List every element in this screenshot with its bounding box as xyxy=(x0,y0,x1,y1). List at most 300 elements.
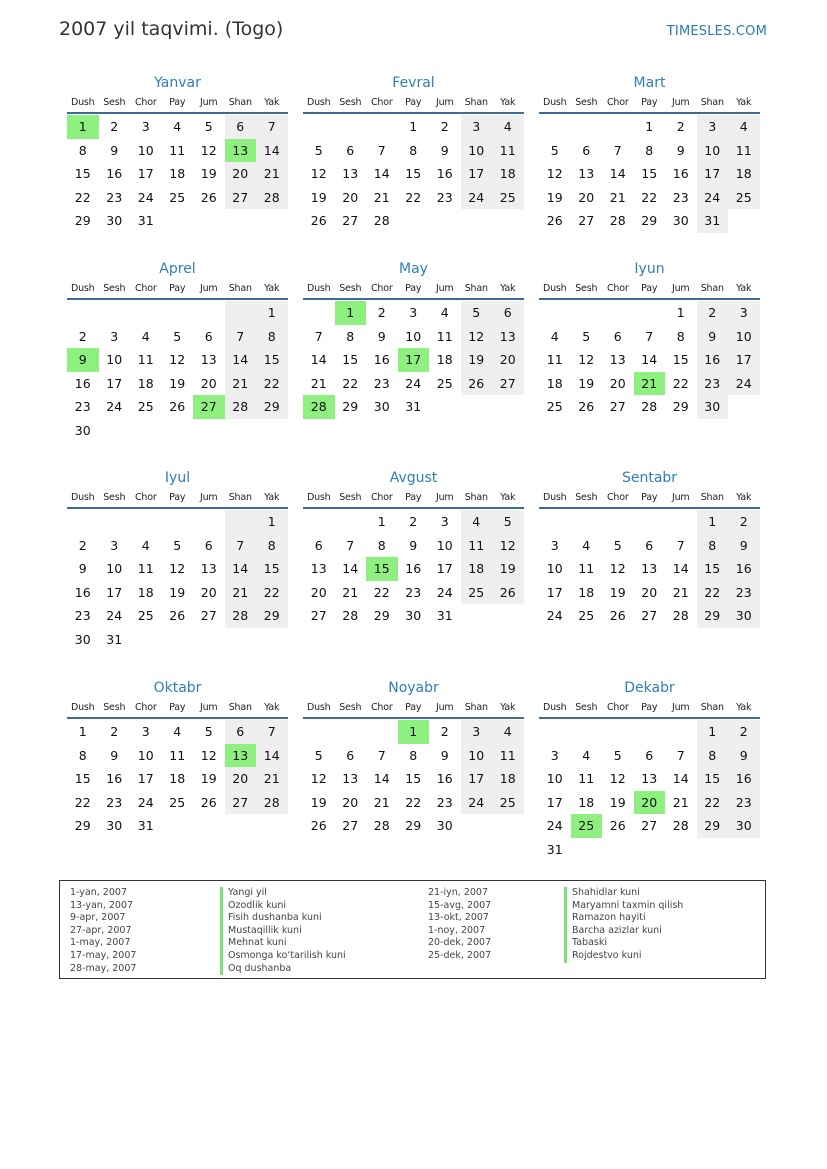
day-cell[interactable]: 1 xyxy=(645,119,654,134)
day-cell[interactable]: 20 xyxy=(578,189,595,205)
day-cell[interactable]: 22 xyxy=(342,375,359,391)
day-cell[interactable]: 13 xyxy=(609,352,626,367)
site-link[interactable]: TIMESLES.COM xyxy=(666,24,767,39)
day-cell[interactable]: 14 xyxy=(225,348,257,372)
day-cell[interactable]: 18 xyxy=(169,166,186,181)
day-cell[interactable]: 1 xyxy=(335,301,367,325)
day-cell[interactable]: 21 xyxy=(342,584,359,600)
day-cell[interactable]: 24 xyxy=(461,791,493,815)
day-cell[interactable]: 22 xyxy=(74,189,91,205)
day-cell[interactable]: 11 xyxy=(492,139,524,163)
day-cell[interactable]: 3 xyxy=(461,720,493,744)
day-cell[interactable]: 3 xyxy=(550,537,559,553)
day-cell[interactable]: 22 xyxy=(256,581,288,605)
day-cell[interactable]: 21 xyxy=(609,189,626,205)
day-cell[interactable]: 29 xyxy=(373,608,390,623)
day-cell[interactable]: 10 xyxy=(405,328,422,344)
day-cell[interactable]: 2 xyxy=(409,514,418,529)
day-cell[interactable]: 28 xyxy=(672,608,689,623)
day-cell[interactable]: 14 xyxy=(373,771,390,786)
day-cell[interactable]: 28 xyxy=(672,818,689,833)
day-cell[interactable]: 10 xyxy=(137,142,154,158)
day-cell[interactable]: 16 xyxy=(106,771,123,786)
day-cell[interactable]: 18 xyxy=(492,162,524,186)
day-cell[interactable]: 1 xyxy=(697,720,729,744)
day-cell[interactable]: 28 xyxy=(225,395,257,419)
day-cell[interactable]: 28 xyxy=(256,186,288,210)
day-cell[interactable]: 30 xyxy=(728,814,760,838)
day-cell[interactable]: 17 xyxy=(461,162,493,186)
day-cell[interactable]: 21 xyxy=(256,767,288,791)
day-cell[interactable]: 31 xyxy=(546,841,563,857)
day-cell[interactable]: 21 xyxy=(225,372,257,396)
day-cell[interactable]: 11 xyxy=(546,352,563,367)
day-cell[interactable]: 30 xyxy=(405,608,422,623)
day-cell[interactable]: 2 xyxy=(78,328,87,344)
day-cell[interactable]: 26 xyxy=(609,608,626,623)
day-cell[interactable]: 7 xyxy=(676,537,685,553)
day-cell[interactable]: 16 xyxy=(436,166,453,181)
day-cell[interactable]: 11 xyxy=(492,744,524,768)
day-cell[interactable]: 29 xyxy=(74,213,91,228)
day-cell[interactable]: 2 xyxy=(78,537,87,553)
day-cell[interactable]: 28 xyxy=(609,213,626,228)
day-cell[interactable]: 30 xyxy=(697,395,729,419)
day-cell[interactable]: 14 xyxy=(342,561,359,576)
day-cell[interactable]: 14 xyxy=(672,561,689,576)
day-cell[interactable]: 7 xyxy=(645,328,654,344)
day-cell[interactable]: 25 xyxy=(728,186,760,210)
day-cell[interactable]: 3 xyxy=(461,115,493,139)
day-cell[interactable]: 26 xyxy=(461,372,493,396)
day-cell[interactable]: 13 xyxy=(200,561,217,576)
day-cell[interactable]: 24 xyxy=(697,186,729,210)
day-cell[interactable]: 9 xyxy=(409,537,418,553)
day-cell[interactable]: 12 xyxy=(310,771,327,786)
day-cell[interactable]: 9 xyxy=(440,142,449,158)
day-cell[interactable]: 12 xyxy=(169,561,186,576)
day-cell[interactable]: 27 xyxy=(342,818,359,833)
day-cell[interactable]: 25 xyxy=(578,608,595,623)
day-cell[interactable]: 24 xyxy=(728,372,760,396)
day-cell[interactable]: 18 xyxy=(578,794,595,810)
day-cell[interactable]: 4 xyxy=(492,115,524,139)
day-cell[interactable]: 5 xyxy=(173,537,182,553)
day-cell[interactable]: 17 xyxy=(697,162,729,186)
day-cell[interactable]: 3 xyxy=(697,115,729,139)
day-cell[interactable]: 30 xyxy=(106,818,123,833)
day-cell[interactable]: 9 xyxy=(67,348,99,372)
day-cell[interactable]: 3 xyxy=(110,328,119,344)
day-cell[interactable]: 20 xyxy=(492,348,524,372)
day-cell[interactable]: 28 xyxy=(373,818,390,833)
day-cell[interactable]: 23 xyxy=(436,794,453,810)
day-cell[interactable]: 26 xyxy=(609,818,626,833)
day-cell[interactable]: 24 xyxy=(546,608,563,623)
day-cell[interactable]: 11 xyxy=(169,747,186,763)
day-cell[interactable]: 10 xyxy=(697,139,729,163)
day-cell[interactable]: 7 xyxy=(256,720,288,744)
day-cell[interactable]: 7 xyxy=(613,142,622,158)
day-cell[interactable]: 23 xyxy=(697,372,729,396)
day-cell[interactable]: 30 xyxy=(106,213,123,228)
day-cell[interactable]: 23 xyxy=(74,608,91,623)
day-cell[interactable]: 19 xyxy=(609,584,626,600)
day-cell[interactable]: 29 xyxy=(641,213,658,228)
day-cell[interactable]: 21 xyxy=(672,794,689,810)
day-cell[interactable]: 24 xyxy=(106,608,123,623)
day-cell[interactable]: 13 xyxy=(342,771,359,786)
day-cell[interactable]: 21 xyxy=(310,375,327,391)
day-cell[interactable]: 1 xyxy=(377,514,386,529)
day-cell[interactable]: 11 xyxy=(169,142,186,158)
day-cell[interactable]: 21 xyxy=(672,584,689,600)
day-cell[interactable]: 21 xyxy=(634,372,666,396)
day-cell[interactable]: 14 xyxy=(641,352,658,367)
day-cell[interactable]: 4 xyxy=(728,115,760,139)
day-cell[interactable]: 1 xyxy=(67,115,99,139)
day-cell[interactable]: 12 xyxy=(492,534,524,558)
day-cell[interactable]: 2 xyxy=(440,724,449,739)
day-cell[interactable]: 8 xyxy=(697,534,729,558)
day-cell[interactable]: 15 xyxy=(366,557,398,581)
day-cell[interactable]: 19 xyxy=(169,375,186,391)
day-cell[interactable]: 6 xyxy=(613,328,622,344)
day-cell[interactable]: 5 xyxy=(492,510,524,534)
day-cell[interactable]: 22 xyxy=(74,794,91,810)
day-cell[interactable]: 24 xyxy=(461,186,493,210)
day-cell[interactable]: 9 xyxy=(110,747,119,763)
day-cell[interactable]: 27 xyxy=(225,791,257,815)
day-cell[interactable]: 19 xyxy=(492,557,524,581)
day-cell[interactable]: 14 xyxy=(225,557,257,581)
day-cell[interactable]: 14 xyxy=(310,352,327,367)
day-cell[interactable]: 22 xyxy=(373,584,390,600)
day-cell[interactable]: 27 xyxy=(310,608,327,623)
day-cell[interactable]: 18 xyxy=(578,584,595,600)
day-cell[interactable]: 22 xyxy=(672,375,689,391)
day-cell[interactable]: 17 xyxy=(137,166,154,181)
day-cell[interactable]: 10 xyxy=(106,561,123,576)
day-cell[interactable]: 18 xyxy=(728,162,760,186)
day-cell[interactable]: 4 xyxy=(582,747,591,763)
day-cell[interactable]: 27 xyxy=(200,608,217,623)
day-cell[interactable]: 8 xyxy=(346,328,355,344)
day-cell[interactable]: 7 xyxy=(377,747,386,763)
day-cell[interactable]: 16 xyxy=(74,584,91,600)
day-cell[interactable]: 12 xyxy=(169,352,186,367)
day-cell[interactable]: 13 xyxy=(225,744,257,768)
day-cell[interactable]: 8 xyxy=(697,744,729,768)
day-cell[interactable]: 8 xyxy=(377,537,386,553)
day-cell[interactable]: 23 xyxy=(728,791,760,815)
day-cell[interactable]: 5 xyxy=(613,747,622,763)
day-cell[interactable]: 17 xyxy=(728,348,760,372)
day-cell[interactable]: 6 xyxy=(314,537,323,553)
day-cell[interactable]: 20 xyxy=(342,189,359,205)
day-cell[interactable]: 25 xyxy=(436,375,453,391)
day-cell[interactable]: 29 xyxy=(74,818,91,833)
day-cell[interactable]: 12 xyxy=(200,142,217,158)
day-cell[interactable]: 17 xyxy=(461,767,493,791)
day-cell[interactable]: 17 xyxy=(546,584,563,600)
day-cell[interactable]: 10 xyxy=(461,744,493,768)
day-cell[interactable]: 14 xyxy=(256,744,288,768)
day-cell[interactable]: 24 xyxy=(137,794,154,810)
day-cell[interactable]: 3 xyxy=(110,537,119,553)
day-cell[interactable]: 8 xyxy=(78,747,87,763)
day-cell[interactable]: 9 xyxy=(697,325,729,349)
day-cell[interactable]: 20 xyxy=(641,584,658,600)
day-cell[interactable]: 5 xyxy=(461,301,493,325)
day-cell[interactable]: 9 xyxy=(728,744,760,768)
day-cell[interactable]: 15 xyxy=(697,767,729,791)
day-cell[interactable]: 2 xyxy=(697,301,729,325)
day-cell[interactable]: 30 xyxy=(436,818,453,833)
day-cell[interactable]: 1 xyxy=(256,301,288,325)
day-cell[interactable]: 17 xyxy=(436,561,453,576)
day-cell[interactable]: 8 xyxy=(78,142,87,158)
day-cell[interactable]: 15 xyxy=(697,557,729,581)
day-cell[interactable]: 27 xyxy=(193,395,225,419)
day-cell[interactable]: 15 xyxy=(342,352,359,367)
day-cell[interactable]: 3 xyxy=(141,724,150,739)
day-cell[interactable]: 14 xyxy=(609,166,626,181)
day-cell[interactable]: 19 xyxy=(169,584,186,600)
day-cell[interactable]: 10 xyxy=(546,771,563,786)
day-cell[interactable]: 1 xyxy=(398,720,430,744)
day-cell[interactable]: 21 xyxy=(256,162,288,186)
day-cell[interactable]: 3 xyxy=(440,514,449,529)
day-cell[interactable]: 5 xyxy=(204,724,213,739)
day-cell[interactable]: 4 xyxy=(173,724,182,739)
day-cell[interactable]: 18 xyxy=(137,584,154,600)
day-cell[interactable]: 8 xyxy=(676,328,685,344)
day-cell[interactable]: 11 xyxy=(137,352,154,367)
day-cell[interactable]: 25 xyxy=(546,399,563,414)
day-cell[interactable]: 19 xyxy=(461,348,493,372)
day-cell[interactable]: 26 xyxy=(169,608,186,623)
day-cell[interactable]: 13 xyxy=(200,352,217,367)
day-cell[interactable]: 25 xyxy=(137,399,154,414)
day-cell[interactable]: 16 xyxy=(672,166,689,181)
day-cell[interactable]: 3 xyxy=(728,301,760,325)
day-cell[interactable]: 16 xyxy=(436,771,453,786)
day-cell[interactable]: 10 xyxy=(728,325,760,349)
day-cell[interactable]: 31 xyxy=(436,608,453,623)
day-cell[interactable]: 15 xyxy=(405,771,422,786)
day-cell[interactable]: 6 xyxy=(645,747,654,763)
day-cell[interactable]: 26 xyxy=(546,213,563,228)
day-cell[interactable]: 12 xyxy=(461,325,493,349)
day-cell[interactable]: 12 xyxy=(310,166,327,181)
day-cell[interactable]: 7 xyxy=(346,537,355,553)
day-cell[interactable]: 12 xyxy=(578,352,595,367)
day-cell[interactable]: 6 xyxy=(346,747,355,763)
day-cell[interactable]: 14 xyxy=(256,139,288,163)
day-cell[interactable]: 5 xyxy=(204,119,213,134)
day-cell[interactable]: 15 xyxy=(74,166,91,181)
day-cell[interactable]: 26 xyxy=(310,213,327,228)
day-cell[interactable]: 15 xyxy=(256,348,288,372)
day-cell[interactable]: 17 xyxy=(137,771,154,786)
day-cell[interactable]: 19 xyxy=(609,794,626,810)
day-cell[interactable]: 19 xyxy=(310,189,327,205)
day-cell[interactable]: 12 xyxy=(609,561,626,576)
day-cell[interactable]: 22 xyxy=(697,791,729,815)
day-cell[interactable]: 2 xyxy=(728,510,760,534)
day-cell[interactable]: 1 xyxy=(409,119,418,134)
day-cell[interactable]: 2 xyxy=(377,305,386,320)
day-cell[interactable]: 5 xyxy=(314,142,323,158)
day-cell[interactable]: 4 xyxy=(550,328,559,344)
day-cell[interactable]: 12 xyxy=(546,166,563,181)
day-cell[interactable]: 8 xyxy=(645,142,654,158)
day-cell[interactable]: 2 xyxy=(728,720,760,744)
day-cell[interactable]: 25 xyxy=(169,189,186,205)
day-cell[interactable]: 16 xyxy=(373,352,390,367)
day-cell[interactable]: 10 xyxy=(461,139,493,163)
day-cell[interactable]: 3 xyxy=(550,747,559,763)
day-cell[interactable]: 20 xyxy=(200,375,217,391)
day-cell[interactable]: 6 xyxy=(225,115,257,139)
day-cell[interactable]: 22 xyxy=(405,189,422,205)
day-cell[interactable]: 13 xyxy=(342,166,359,181)
day-cell[interactable]: 6 xyxy=(492,301,524,325)
day-cell[interactable]: 17 xyxy=(398,348,430,372)
day-cell[interactable]: 2 xyxy=(110,119,119,134)
day-cell[interactable]: 25 xyxy=(492,186,524,210)
day-cell[interactable]: 22 xyxy=(405,794,422,810)
day-cell[interactable]: 4 xyxy=(582,537,591,553)
day-cell[interactable]: 27 xyxy=(641,818,658,833)
day-cell[interactable]: 6 xyxy=(346,142,355,158)
day-cell[interactable]: 9 xyxy=(728,534,760,558)
day-cell[interactable]: 28 xyxy=(303,395,335,419)
day-cell[interactable]: 26 xyxy=(200,794,217,810)
day-cell[interactable]: 15 xyxy=(405,166,422,181)
day-cell[interactable]: 29 xyxy=(256,395,288,419)
day-cell[interactable]: 6 xyxy=(204,537,213,553)
day-cell[interactable]: 25 xyxy=(169,794,186,810)
day-cell[interactable]: 13 xyxy=(641,561,658,576)
day-cell[interactable]: 9 xyxy=(377,328,386,344)
day-cell[interactable]: 3 xyxy=(409,305,418,320)
day-cell[interactable]: 13 xyxy=(641,771,658,786)
day-cell[interactable]: 7 xyxy=(676,747,685,763)
day-cell[interactable]: 7 xyxy=(225,534,257,558)
day-cell[interactable]: 5 xyxy=(173,328,182,344)
day-cell[interactable]: 21 xyxy=(373,794,390,810)
day-cell[interactable]: 18 xyxy=(492,767,524,791)
day-cell[interactable]: 16 xyxy=(405,561,422,576)
day-cell[interactable]: 22 xyxy=(697,581,729,605)
day-cell[interactable]: 25 xyxy=(137,608,154,623)
day-cell[interactable]: 24 xyxy=(436,584,453,600)
day-cell[interactable]: 1 xyxy=(697,510,729,534)
day-cell[interactable]: 20 xyxy=(310,584,327,600)
day-cell[interactable]: 23 xyxy=(405,584,422,600)
day-cell[interactable]: 7 xyxy=(256,115,288,139)
day-cell[interactable]: 11 xyxy=(137,561,154,576)
day-cell[interactable]: 5 xyxy=(550,142,559,158)
day-cell[interactable]: 2 xyxy=(676,119,685,134)
day-cell[interactable]: 10 xyxy=(436,537,453,553)
day-cell[interactable]: 13 xyxy=(310,561,327,576)
day-cell[interactable]: 5 xyxy=(582,328,591,344)
day-cell[interactable]: 7 xyxy=(377,142,386,158)
day-cell[interactable]: 28 xyxy=(373,213,390,228)
day-cell[interactable]: 16 xyxy=(728,767,760,791)
day-cell[interactable]: 4 xyxy=(461,510,493,534)
day-cell[interactable]: 10 xyxy=(137,747,154,763)
day-cell[interactable]: 30 xyxy=(728,604,760,628)
day-cell[interactable]: 24 xyxy=(546,818,563,833)
day-cell[interactable]: 19 xyxy=(200,166,217,181)
day-cell[interactable]: 26 xyxy=(578,399,595,414)
day-cell[interactable]: 28 xyxy=(342,608,359,623)
day-cell[interactable]: 8 xyxy=(409,747,418,763)
day-cell[interactable]: 16 xyxy=(106,166,123,181)
day-cell[interactable]: 15 xyxy=(672,352,689,367)
day-cell[interactable]: 1 xyxy=(256,510,288,534)
day-cell[interactable]: 8 xyxy=(409,142,418,158)
day-cell[interactable]: 17 xyxy=(546,794,563,810)
day-cell[interactable]: 18 xyxy=(169,771,186,786)
day-cell[interactable]: 25 xyxy=(571,814,603,838)
day-cell[interactable]: 19 xyxy=(310,794,327,810)
day-cell[interactable]: 4 xyxy=(492,720,524,744)
day-cell[interactable]: 31 xyxy=(405,399,422,414)
day-cell[interactable]: 18 xyxy=(546,375,563,391)
day-cell[interactable]: 28 xyxy=(225,604,257,628)
day-cell[interactable]: 9 xyxy=(440,747,449,763)
day-cell[interactable]: 12 xyxy=(200,747,217,763)
day-cell[interactable]: 18 xyxy=(137,375,154,391)
day-cell[interactable]: 5 xyxy=(613,537,622,553)
day-cell[interactable]: 26 xyxy=(169,399,186,414)
day-cell[interactable]: 31 xyxy=(137,213,154,228)
day-cell[interactable]: 4 xyxy=(141,537,150,553)
day-cell[interactable]: 22 xyxy=(641,189,658,205)
day-cell[interactable]: 6 xyxy=(582,142,591,158)
day-cell[interactable]: 20 xyxy=(609,375,626,391)
day-cell[interactable]: 2 xyxy=(440,119,449,134)
day-cell[interactable]: 23 xyxy=(728,581,760,605)
day-cell[interactable]: 27 xyxy=(225,186,257,210)
day-cell[interactable]: 19 xyxy=(578,375,595,391)
day-cell[interactable]: 20 xyxy=(225,767,257,791)
day-cell[interactable]: 8 xyxy=(256,325,288,349)
day-cell[interactable]: 29 xyxy=(256,604,288,628)
day-cell[interactable]: 24 xyxy=(106,399,123,414)
day-cell[interactable]: 23 xyxy=(436,189,453,205)
day-cell[interactable]: 25 xyxy=(461,581,493,605)
day-cell[interactable]: 23 xyxy=(373,375,390,391)
day-cell[interactable]: 19 xyxy=(546,189,563,205)
day-cell[interactable]: 9 xyxy=(110,142,119,158)
day-cell[interactable]: 9 xyxy=(676,142,685,158)
day-cell[interactable]: 31 xyxy=(137,818,154,833)
day-cell[interactable]: 17 xyxy=(106,375,123,391)
day-cell[interactable]: 24 xyxy=(405,375,422,391)
day-cell[interactable]: 18 xyxy=(461,557,493,581)
day-cell[interactable]: 15 xyxy=(256,557,288,581)
day-cell[interactable]: 16 xyxy=(728,557,760,581)
day-cell[interactable]: 27 xyxy=(492,372,524,396)
day-cell[interactable]: 25 xyxy=(492,791,524,815)
day-cell[interactable]: 29 xyxy=(405,818,422,833)
